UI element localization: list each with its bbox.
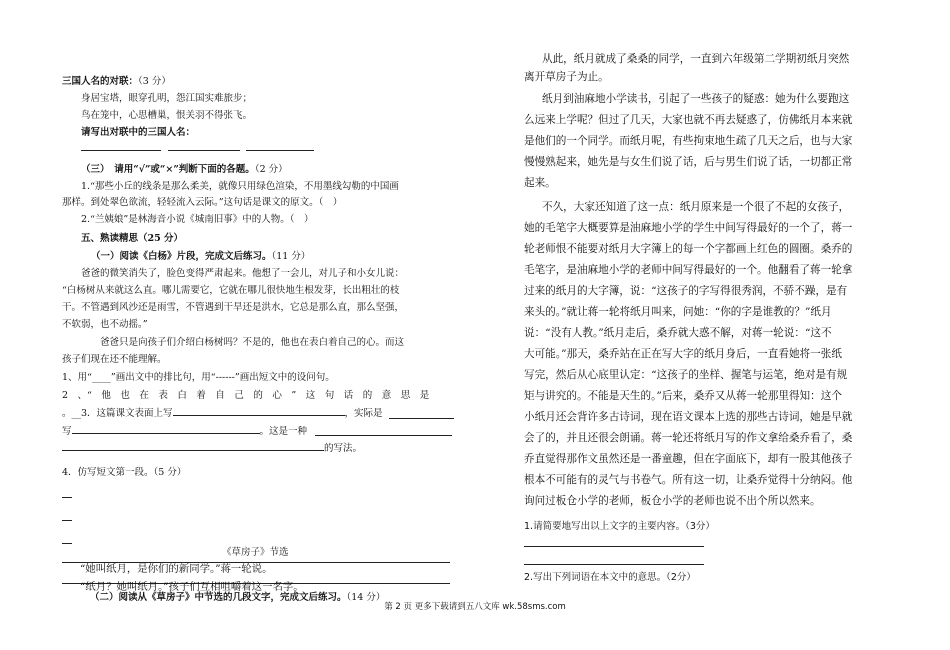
passage-line: 么远来上学呢？但过了几天，大家也就不再去疑惑了，仿佛纸月本来就	[524, 114, 853, 126]
passage-line: 慢慢熟起来，她先是与女生们说了话，后与男生们说了话，一切都正常	[524, 156, 853, 168]
passage-line: 不久，大家还知道了这一点：纸月原来是一个很了不起的女孩子，	[542, 201, 850, 213]
answer-line[interactable]	[315, 435, 452, 436]
question-3-line-a	[62, 406, 383, 421]
judge-item-1b: 那样。到处翠色欲流，轻轻流入云际。”这句话是课文的原文。（ ）	[62, 197, 343, 208]
sanguo-title: 三国人名的对联：	[62, 76, 139, 87]
passage-line: 干。不管遇到风沙还是雨雪，不管遇到干旱还是洪水，它总是那么直，那么坚强，	[62, 302, 405, 313]
passage-line: 孩子们现在还不能理解。	[62, 354, 167, 365]
passage-line: 写完，然后从心底里认定：“这孩子的坐样、握笔与运笔，绝对是有规	[524, 369, 848, 381]
judge-heading	[81, 163, 288, 177]
passage-line: “白杨树从来就这么直。哪儿需要它，它就在哪儿很快地生根发芽，长出粗壮的枝	[62, 285, 400, 296]
passage-line: 说：“没有人教。”纸月走后，桑乔就大惑不解，对蒋一轮说：“这不	[524, 327, 832, 339]
passage-line: 她的毛笔字大概要算是油麻地小学的学生中间写得最好的一个了，蒋一	[524, 222, 853, 234]
couplet-line-2: 鸟在笼中，心思槽巢，恨关羽不得张飞。	[81, 110, 253, 121]
passage-line: 询问过板仓小学的老师，板仓小学的老师也说不出个所以然来。	[524, 495, 821, 507]
passage-line: 来头的。”就让蒋一轮将纸月叫来，问她：“你的字是谁教的？”纸月	[524, 306, 832, 318]
passage-line: 根本不可能有的灵气与书卷气。所有这一切，让桑乔觉得十分纳闷。他	[524, 474, 853, 486]
passage-line: 是他们的一个同学。而纸月呢，有些拘束地生疏了几天之后，也与大家	[524, 135, 853, 147]
reading-two-score: （14 分）	[346, 592, 386, 603]
question-3-line-b	[62, 424, 307, 439]
right-question-1: 1.请简要地写出以上文字的主要内容。（3分）	[524, 521, 715, 532]
judge-score: （2 分）	[254, 164, 288, 175]
passage-line: 会了的，并且还很会朗诵。蒋一轮还将纸月写的作文拿给桑乔看了，桑	[524, 432, 853, 444]
question-2: 2 、“ 他 也 在 表 白 着 自 己 的 心 ” 这 句 话 的 意 思 是	[62, 390, 430, 401]
passage-line: 爸爸的微笑消失了，脸色变得严肃起来。他想了一会儿，对儿子和小女儿说：	[81, 268, 405, 279]
passage-line: 从此，纸月就成了桑桑的同学，一直到六年级第二学期初纸月突然	[542, 53, 850, 65]
book-title: 《草房子》节选	[222, 547, 289, 558]
question-4: 4．仿写短文第一段。（5 分）	[62, 467, 187, 478]
answer-line[interactable]	[524, 546, 704, 547]
passage-line: 小纸月还会背许多古诗词，现在语文课本上选的那些古诗词，她是早就	[524, 411, 853, 423]
sanguo-score: （3 分）	[138, 76, 171, 87]
answer-line[interactable]	[72, 424, 260, 434]
judge-title: （三） 请用“√”或“×”判断下面的各题。	[81, 164, 255, 175]
q3-part-e: 的写法。	[324, 443, 363, 454]
reading-one-score: （11 分）	[271, 251, 311, 262]
reading-one-heading	[91, 250, 310, 264]
answer-line[interactable]	[62, 520, 72, 521]
q3-part-a: 。__3．这篇课文表面上写	[62, 408, 173, 419]
question-1: 1、用“____”画出文中的排比句，用“------”画出短文中的设问句。	[62, 372, 335, 383]
passage-line: 离开草房子为止。	[524, 71, 609, 83]
passage-line: 纸月到油麻地小学读书，引起了一些孩子的疑惑：她为什么要跑这	[542, 93, 850, 105]
q3-part-c: 写	[62, 426, 72, 437]
passage-line: 爸爸只是向孩子们介绍白杨树吗？不是的，他也在表白着自己的心。而这	[100, 337, 405, 348]
answer-line[interactable]	[524, 564, 704, 565]
judge-item-2: 2.“兰姨娘”是林海音小说《城南旧事》中的人物。（ ）	[81, 214, 314, 225]
reading-two-title: （二）阅读从《草房子》中节选的几段文字，完成文后练习。	[90, 592, 347, 603]
answer-line[interactable]	[62, 543, 72, 544]
right-question-2: 2.写出下列词语在本文中的意思。（2分）	[524, 572, 696, 583]
passage-line: 矩与讲究的。不能是天生的。”后来，桑乔又从蒋一轮那里得知：这个	[524, 390, 842, 402]
answer-line[interactable]	[168, 150, 240, 151]
passage-line: 乔直觉得那作文虽然还是一番童趣，但在字面底下，却有一股其他孩子	[524, 453, 853, 465]
answer-line[interactable]	[389, 418, 454, 419]
passage-line: 过来的纸月的大字簿，说：“这孩子的字写得很秀润，不骄不躁，是有	[524, 285, 848, 297]
reading-two-line: “她叫纸月，是你们的新同学。”蒋一轮说。	[80, 563, 273, 575]
reading-one-title: （一）阅读《白杨》片段，完成文后练习。	[91, 251, 272, 262]
passage-line: 起来。	[524, 177, 556, 189]
q3-part-d: 。这是一种	[259, 426, 308, 437]
passage-line: 毛笔字，是油麻地小学的老师中间写得最好的一个。他翻看了蒋一轮拿	[524, 264, 853, 276]
answer-line[interactable]	[62, 441, 324, 451]
reading-two-line: “纸月？她叫纸月。”孩子们互相咀嚼着这一名字。	[80, 581, 304, 593]
passage-line: 轮老师恨不能要对纸月大字簿上的每一个字都画上红色的圆圈。桑乔的	[524, 243, 853, 255]
q3-part-b: ，实际是	[344, 408, 383, 419]
answer-line[interactable]	[246, 150, 314, 151]
sanguo-heading	[62, 75, 171, 89]
answer-line[interactable]	[173, 406, 345, 416]
couplet-line-1: 身居宝塔，眼穿孔明，怨江国实难旅步；	[81, 93, 253, 104]
question-3-line-c	[62, 441, 362, 456]
passage-line: 大可能。”那天，桑乔站在正在写大字的纸月身后，一直看她将一张纸	[524, 348, 842, 360]
judge-item-1a: 1.“那些小丘的线条是那么柔美，就像只用绿色渲染，不用墨线勾勒的中国画	[81, 181, 399, 192]
section-five-title: 五、熟读精思（25 分）	[81, 233, 184, 244]
couplet-prompt: 请写出对联中的三国人名：	[81, 127, 196, 138]
answer-line[interactable]	[81, 150, 161, 151]
page-footer: 第 2 页 更多下载请到五八文库 wk.58sms.com	[384, 602, 566, 612]
answer-line[interactable]	[62, 497, 72, 498]
passage-line: 不软弱，也不动摇。”	[62, 319, 148, 330]
